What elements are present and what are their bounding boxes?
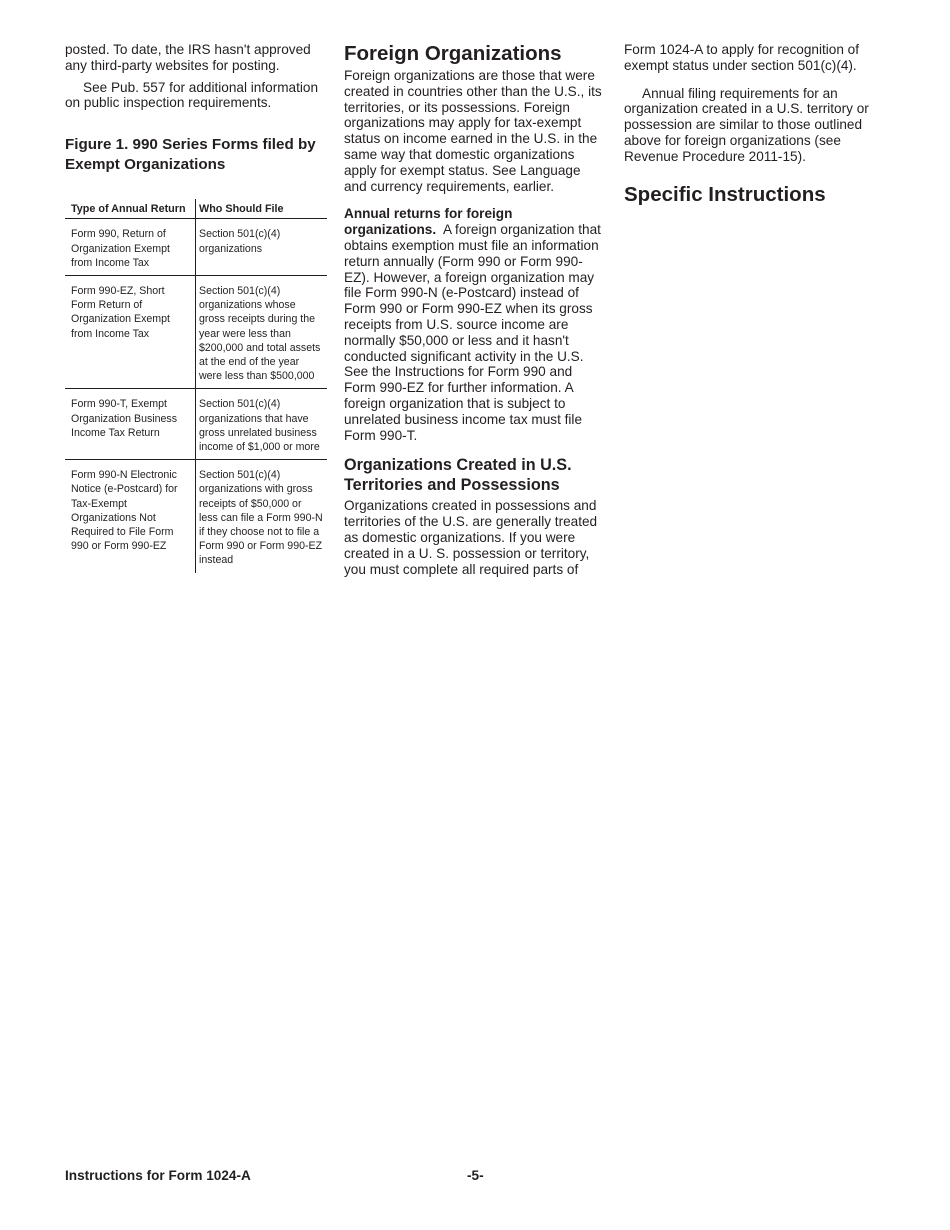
- footer-form-title: Instructions for Form 1024-A: [65, 1168, 251, 1183]
- table-row: [65, 389, 327, 460]
- figure-1-table: [65, 199, 327, 572]
- paragraph-pub-557: See Pub. 557 for additional information on public inspection requirements.: [65, 79, 319, 111]
- footer-page-number: -5-: [467, 1168, 484, 1183]
- table-cell-who: Section 501(c)(4) organizations whose gross receipts during the year were less than $200,000 and total assets at the end of the year were less than $500,000: [196, 276, 328, 389]
- table-header-type: Type of Annual Return: [65, 199, 196, 219]
- table-row: [65, 219, 327, 276]
- paragraph-annual-returns-text: A foreign organization that obtains exemption must file an information return annually (Form 990 or Form 990-EZ). However, a foreign organization may file Form 990-N (e-Postcard) instead of Form 990 or Form 990-EZ when its gross receipts from U.S. source income are normally $50,000 or less and it hasn't conducted significant activity in the U.S. See the Instructions for Form 990 and Form 990-EZ for further information. A foreign organization that is subject to unrelated business income tax must file Form 990-T.: [344, 222, 601, 443]
- section-heading-foreign-organizations: Foreign Organizations: [344, 42, 562, 65]
- runin-heading-annual-returns: Annual returns for foreign organizations.: [344, 206, 513, 238]
- paragraph-public-inspection-posting: posted. To date, the IRS hasn't approved any third-party websites for posting.: [65, 42, 311, 73]
- table-row: [65, 460, 327, 573]
- table-cell-type: Form 990-N Electronic Notice (e-Postcard) for Tax-Exempt Organizations Not Required to File Form 990 or Form 990-EZ: [65, 460, 196, 573]
- column-left: [65, 42, 327, 573]
- column-right: [624, 42, 886, 209]
- table-cell-who: Section 501(c)(4) organizations: [196, 219, 328, 276]
- table-row: [65, 276, 327, 389]
- paragraph-annual-returns-foreign: [344, 206, 606, 443]
- paragraph-foreign-organizations: Foreign organizations are those that were created in countries other than the U.S., its territories, or its possessions. Foreign organizations may apply for tax-exempt status on income earned in the U.S. in the same way that domestic organizations apply for exempt status. See Language and currency requirements, earlier.: [344, 68, 602, 194]
- table-cell-type: Form 990-EZ, Short Form Return of Organization Exempt from Income Tax: [65, 276, 196, 389]
- column-middle: [344, 42, 606, 577]
- figure-title: Figure 1. 990 Series Forms filed by Exempt Organizations: [65, 136, 316, 174]
- table-header-row: [65, 199, 327, 219]
- table-cell-who: Section 501(c)(4) organizations with gross receipts of $50,000 or less can file a Form 990-N if they choose not to file a Form 990 or Form 990-EZ instead: [199, 469, 323, 567]
- paragraph-form-1024a-recognition: Form 1024-A to apply for recognition of exempt status under section 501(c)(4).: [624, 42, 859, 73]
- table-cell-type: Form 990, Return of Organization Exempt from Income Tax: [65, 219, 196, 276]
- table-cell-who: Section 501(c)(4) organizations that have gross unrelated business income of $1,000 or more: [196, 389, 328, 460]
- table-header-who: Who Should File: [196, 199, 328, 219]
- subheading-us-territories: Organizations Created in U.S. Territories and Possessions: [344, 456, 572, 495]
- paragraph-annual-filing-territory: Annual filing requirements for an organization created in a U.S. territory or possession are similar to those outlined above for foreign organizations (see Revenue Procedure 2011-15).: [624, 85, 869, 164]
- table-cell-type: Form 990-T, Exempt Organization Business Income Tax Return: [65, 389, 196, 460]
- section-heading-specific-instructions: Specific Instructions: [624, 182, 826, 206]
- paragraph-us-territories: Organizations created in possessions and territories of the U.S. are generally treated as domestic organizations. If you were created in a U. S. possession or territory, you must complete all required parts of: [344, 498, 598, 577]
